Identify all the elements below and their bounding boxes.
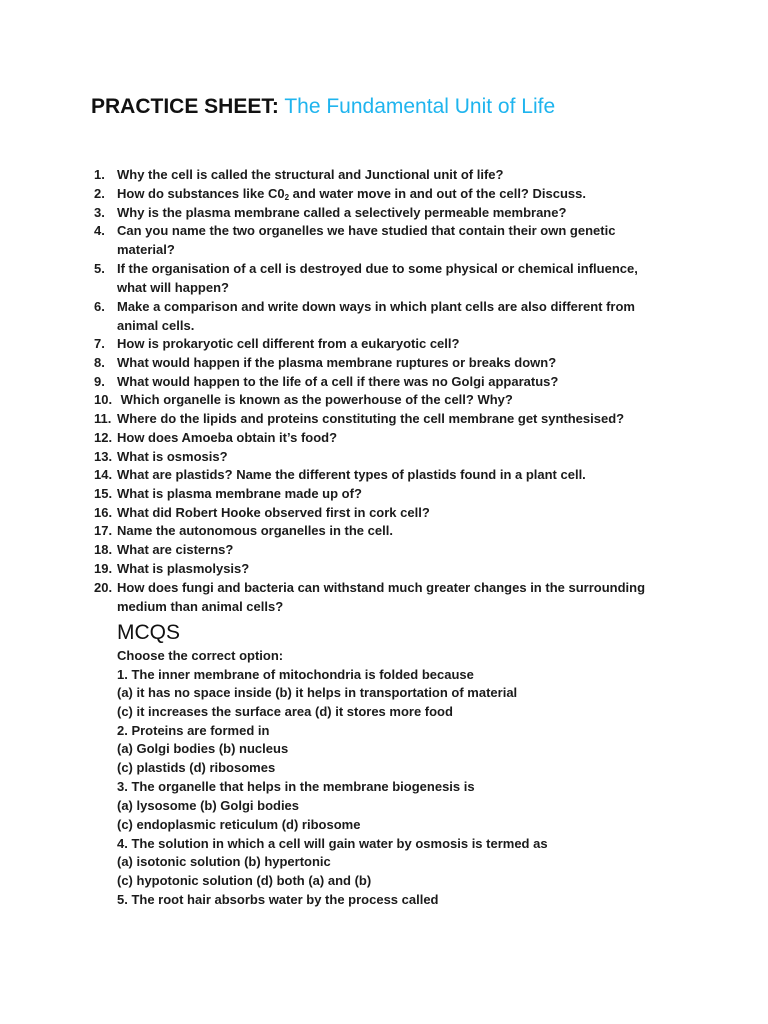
mcq-heading: MCQS xyxy=(117,621,180,644)
mcq-options: (a) lysosome (b) Golgi bodies xyxy=(117,798,300,813)
question-continuation: animal cells. xyxy=(117,318,195,333)
mcq-options: (a) isotonic solution (b) hypertonic xyxy=(117,854,331,869)
title-lead: PRACTICE SHEET: xyxy=(91,95,279,118)
question-number: 5. xyxy=(94,261,105,276)
mcq-options: (c) endoplasmic reticulum (d) ribosome xyxy=(117,817,361,832)
question-text: What is plasma membrane made up of? xyxy=(117,486,362,501)
question-text: Can you name the two organelles we have studied that contain their own genetic xyxy=(117,223,616,238)
subscript-two: 2 xyxy=(284,193,290,202)
question-number: 10. xyxy=(94,392,113,407)
title-subject: The Fundamental Unit of Life xyxy=(278,95,556,118)
question-number: 1. xyxy=(94,167,105,182)
question-number: 12. xyxy=(94,430,113,445)
question-text: What would happen to the life of a cell if there was no Golgi apparatus? xyxy=(117,374,559,389)
question-number: 3. xyxy=(94,205,105,220)
question-number: 14. xyxy=(94,467,113,482)
question-text: What are plastids? Name the different types of plastids found in a plant cell. xyxy=(117,467,586,482)
question-text: Why is the plasma membrane called a selectively permeable membrane? xyxy=(117,205,567,220)
mcq-question: 5. The root hair absorbs water by the process called xyxy=(117,892,439,907)
question-continuation: what will happen? xyxy=(117,280,229,295)
question-continuation: material? xyxy=(117,242,175,257)
question-text: Name the autonomous organelles in the cell. xyxy=(117,523,393,538)
mcq-options: (c) it increases the surface area (d) it stores more food xyxy=(117,704,453,719)
question-text: Which organelle is known as the powerhouse of the cell? Why? xyxy=(117,392,513,407)
mcq-options: (c) hypotonic solution (d) both (a) and (b) xyxy=(117,873,372,888)
question-number: 19. xyxy=(94,561,113,576)
question-number: 2. xyxy=(94,186,105,201)
question-text: How is prokaryotic cell different from a eukaryotic cell? xyxy=(117,336,460,351)
question-text: What is plasmolysis? xyxy=(117,561,250,576)
mcq-question: 4. The solution in which a cell will gain water by osmosis is termed as xyxy=(117,836,548,851)
question-text: What would happen if the plasma membrane ruptures or breaks down? xyxy=(117,355,557,370)
question-number: 11. xyxy=(94,411,112,426)
question-text-part: How do substances like C0 xyxy=(117,186,285,201)
question-text: Make a comparison and write down ways in which plant cells are also different from xyxy=(117,299,635,314)
question-number: 9. xyxy=(94,374,105,389)
mcq-options: (a) it has no space inside (b) it helps in transportation of material xyxy=(117,685,518,700)
mcq-instruction: Choose the correct option: xyxy=(117,648,284,663)
question-number: 20. xyxy=(94,580,113,595)
page-title xyxy=(91,93,555,121)
question-number: 15. xyxy=(94,486,113,501)
question-number: 13. xyxy=(94,449,113,464)
mcq-options: (c) plastids (d) ribosomes xyxy=(117,760,276,775)
question-text: How does Amoeba obtain it’s food? xyxy=(117,430,338,445)
question-number: 7. xyxy=(94,336,105,351)
question-number: 6. xyxy=(94,299,105,314)
question-number: 16. xyxy=(94,505,113,520)
question-text: Why the cell is called the structural and Junctional unit of life? xyxy=(117,167,504,182)
mcq-options: (a) Golgi bodies (b) nucleus xyxy=(117,741,289,756)
question-text xyxy=(117,185,586,204)
question-text: If the organisation of a cell is destroyed due to some physical or chemical influence, xyxy=(117,261,638,276)
question-number: 18. xyxy=(94,542,113,557)
question-text: Where do the lipids and proteins constituting the cell membrane get synthesised? xyxy=(117,411,625,426)
question-text: How does fungi and bacteria can withstand much greater changes in the surrounding xyxy=(117,580,646,595)
question-number: 8. xyxy=(94,355,105,370)
question-text: What did Robert Hooke observed first in cork cell? xyxy=(117,505,430,520)
question-number: 17. xyxy=(94,523,113,538)
mcq-question: 1. The inner membrane of mitochondria is folded because xyxy=(117,667,474,682)
question-text: What is osmosis? xyxy=(117,449,228,464)
question-text: What are cisterns? xyxy=(117,542,234,557)
question-number: 4. xyxy=(94,223,105,238)
question-text-part: and water move in and out of the cell? Discuss. xyxy=(289,186,586,201)
mcq-question: 3. The organelle that helps in the membrane biogenesis is xyxy=(117,779,475,794)
question-continuation: medium than animal cells? xyxy=(117,599,284,614)
mcq-question: 2. Proteins are formed in xyxy=(117,723,270,738)
